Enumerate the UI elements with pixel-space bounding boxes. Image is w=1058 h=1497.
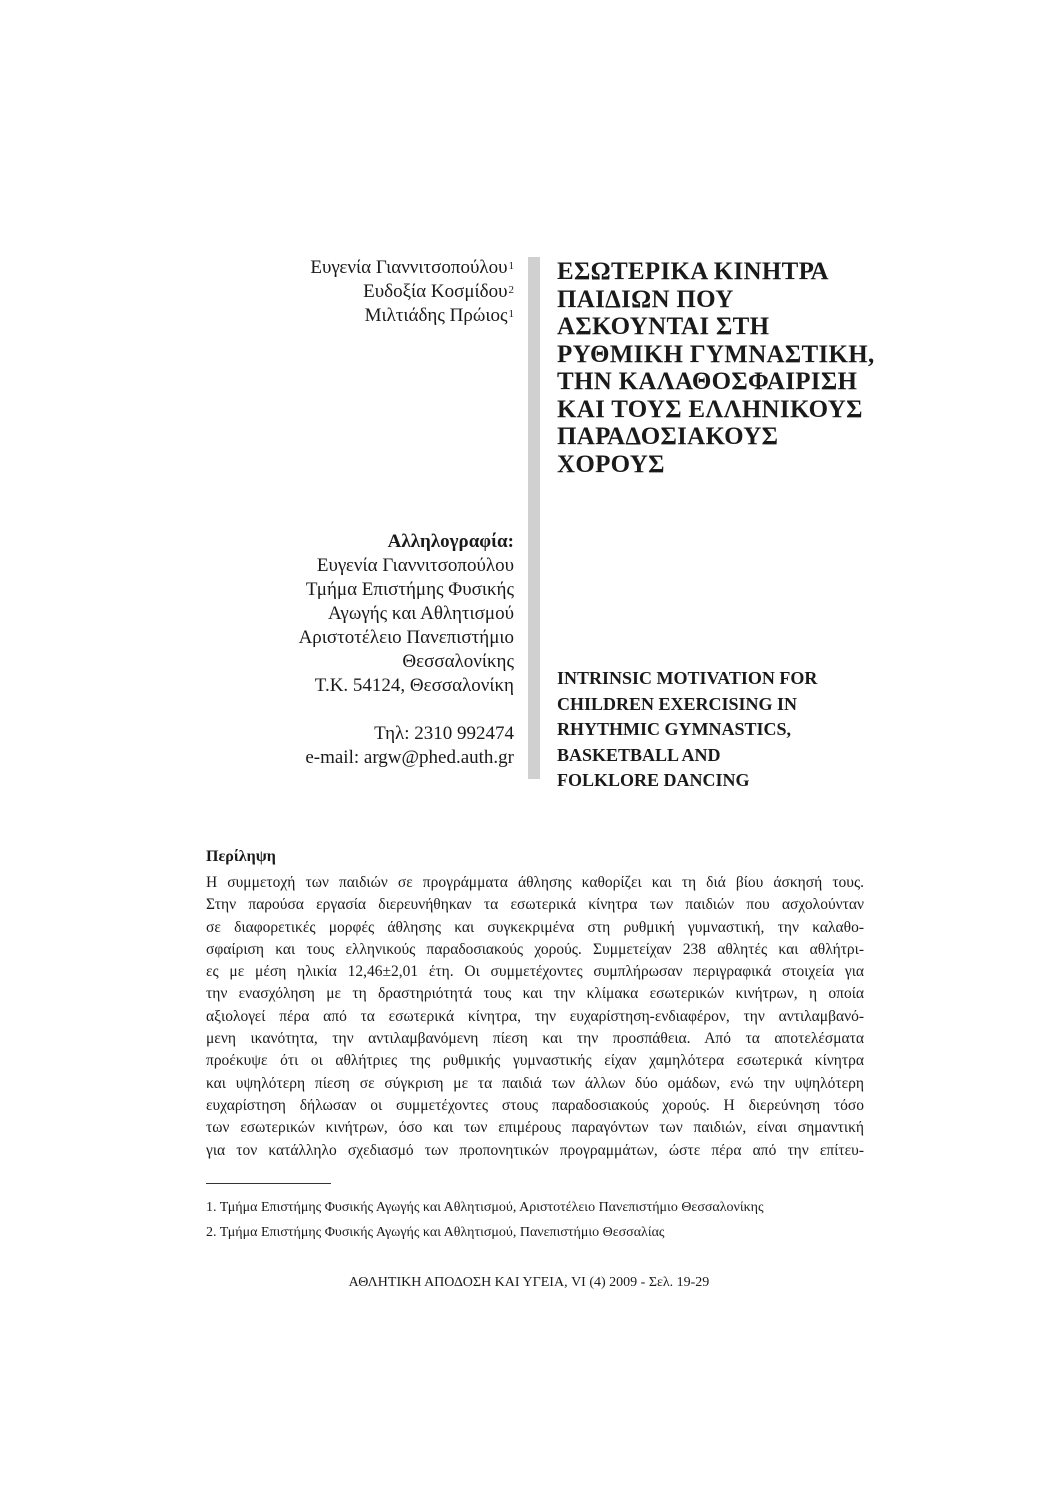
author-list [194, 256, 514, 328]
author-name: Ευδοξία Κοσμίδου [363, 281, 508, 302]
correspondence-line: Ευγενία Γιαννιτσοπούλου [316, 555, 514, 576]
footnote-2: 2. Τμήμα Επιστήμης Φυσικής Αγωγής και Αθλητισμού, Πανεπιστήμιο Θεσσαλίας [206, 1225, 665, 1240]
author-affiliation-mark: 1 [508, 260, 514, 272]
correspondence-phone: Τηλ: 2310 992474 [374, 723, 514, 744]
title-line: ΚΑΙ ΤΟΥΣ ΕΛΛΗΝΙΚΟΥΣ [557, 395, 863, 423]
footnotes [206, 1195, 764, 1245]
title-line: ΡΥΘΜΙΚΗ ΓΥΜΝΑΣΤΙΚΗ, [557, 340, 875, 368]
abstract-line: αξιολογεί πέρα από τα εσωτερικά κίνητρα, την ευχαρίστηση-ενδιαφέρον, την αντιλαμβανό- [206, 1007, 864, 1025]
title-line: RHYTHMIC GYMNASTICS, [557, 719, 792, 739]
correspondence-line: Θεσσαλονίκης [402, 651, 514, 672]
author-name: Ευγενία Γιαννιτσοπούλου [310, 257, 508, 278]
correspondence-line: Τ.Κ. 54124, Θεσσαλονίκη [314, 675, 514, 696]
correspondence-block [194, 530, 514, 770]
title-line: ΤΗΝ ΚΑΛΑΘΟΣΦΑΙΡΙΣΗ [557, 368, 858, 395]
abstract-line: την ενασχόληση με τη δραστηριότητά τους και την κλίμακα εσωτερικών κινήτρων, η οποία [206, 985, 864, 1003]
author-1 [194, 256, 514, 280]
title-line: ΑΣΚΟΥΝΤΑΙ ΣΤΗ [557, 313, 770, 340]
spacer [194, 698, 514, 722]
title-greek [557, 258, 897, 478]
title-line: ΠΑΡΑΔΟΣΙΑΚΟΥΣ [557, 423, 779, 450]
abstract-line: Στην παρούσα εργασία διερευνήθηκαν τα εσωτερικά κίνητρα των παιδιών που ασχολούνταν [206, 896, 864, 914]
abstract-line: ευχαρίστηση δήλωσαν οι συμμετέχοντες στους παραδοσιακούς χορούς. Η διερεύνηση τόσο [206, 1096, 864, 1114]
journal-footer: ΑΘΛΗΤΙΚΗ ΑΠΟΔΟΣΗ ΚΑΙ ΥΓΕΙΑ, VI (4) 2009 - Σελ. 19-29 [348, 1275, 710, 1290]
abstract-line: και υψηλότερη πίεση σε σύγκριση με τα παιδιά των άλλων δύο ομάδων, ενώ την υψηλότερη [206, 1074, 864, 1092]
abstract-line: σφαίριση και τους ελληνικούς παραδοσιακούς χορούς. Συμμετείχαν 238 αθλητές και αθλήτρι- [206, 940, 864, 958]
abstract-line: των εσωτερικών κινήτρων, όσο και των επιμέρους παραγόντων των παιδιών, είναι σημαντική [206, 1119, 864, 1137]
abstract-line: προέκυψε ότι οι αθλήτριες της ρυθμικής γυμναστικής είχαν χαμηλότερα εσωτερικά κίνητρα [206, 1052, 864, 1070]
title-line: BASKETBALL AND [557, 744, 721, 765]
title-line: ΕΣΩΤΕΡΙΚΑ ΚΙΝΗΤΡΑ [557, 258, 829, 285]
abstract-line: σε διαφορετικές μορφές άθλησης και συγκεκριμένα στη ρυθμική γυμναστική, την καλαθο- [206, 918, 864, 936]
title-line: FOLKLORE DANCING [557, 770, 750, 790]
abstract-heading: Περίληψη [206, 848, 276, 865]
title-english [557, 666, 897, 794]
title-line: ΧΟΡΟΥΣ [557, 450, 665, 478]
correspondence-line: Τμήμα Επιστήμης Φυσικής [305, 579, 514, 600]
correspondence-line: Αγωγής και Αθλητισμού [328, 603, 514, 624]
correspondence-line: Αριστοτέλειο Πανεπιστήμιο [298, 627, 514, 648]
correspondence-email[interactable]: e-mail: argw@phed.auth.gr [305, 747, 514, 768]
correspondence-title: Αλληλογραφία: [387, 531, 514, 552]
title-line: CHILDREN EXERCISING IN [557, 693, 798, 714]
footnote-rule [206, 1183, 331, 1184]
abstract-line: για τον κατάλληλο σχεδιασμό των προπονητικών προγραμμάτων, ώστε πέρα από την επίτευ- [206, 1141, 864, 1159]
abstract-body [206, 872, 864, 1162]
abstract-line: ες με μέση ηλικία 12,46±2,01 έτη. Οι συμμετέχοντες συμπλήρωσαν περιγραφικά στοιχεία για [206, 963, 864, 981]
footnote-1: 1. Τμήμα Επιστήμης Φυσικής Αγωγής και Αθλητισμού, Αριστοτέλειο Πανεπιστήμιο Θεσσαλονίκης [206, 1200, 764, 1215]
author-2 [194, 280, 514, 304]
title-line: INTRINSIC MOTIVATION FOR [557, 668, 818, 688]
abstract-line: μενη ικανότητα, την αντιλαμβανόμενη πίεση και την προσπάθεια. Από τα αποτελέσματα [206, 1030, 864, 1048]
author-3 [194, 304, 514, 328]
author-affiliation-mark: 1 [508, 308, 514, 320]
author-name: Μιλτιάδης Πρώιος [364, 305, 508, 326]
author-affiliation-mark: 2 [508, 284, 514, 296]
abstract-section [206, 846, 864, 1162]
vertical-divider [528, 257, 540, 779]
title-line: ΠΑΙΔΙΩΝ ΠΟΥ [557, 285, 734, 313]
abstract-line: Η συμμετοχή των παιδιών σε προγράμματα άθλησης καθορίζει και τη διά βίου άσκησή τους. [206, 874, 864, 891]
